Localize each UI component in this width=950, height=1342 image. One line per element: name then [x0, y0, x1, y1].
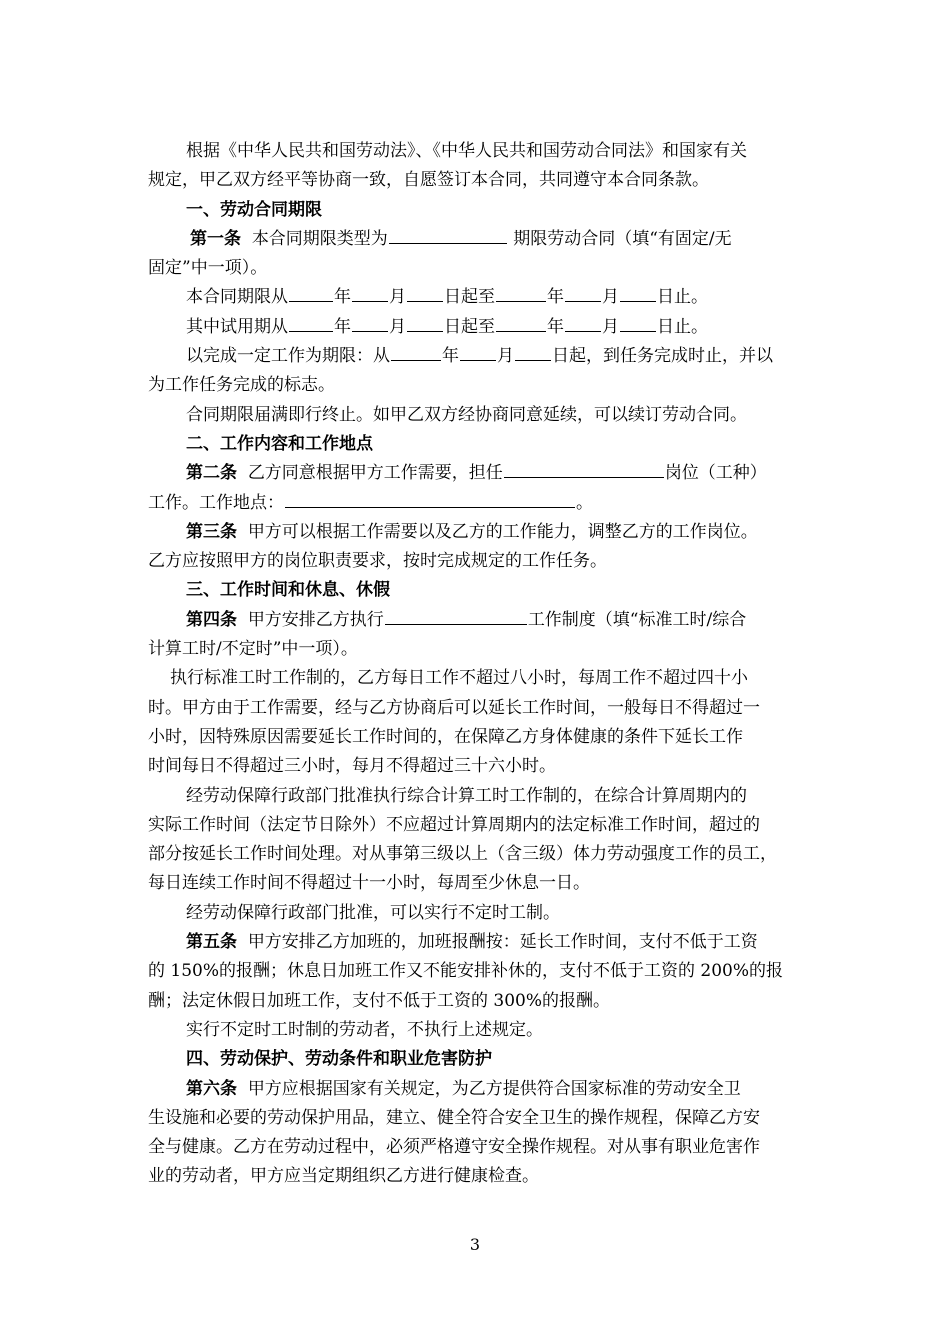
task-term-line-1: 以完成一定工作为期限：从 年 月 日起，到任务完成时止，并以	[186, 346, 773, 367]
section-3-heading: 三、工作时间和休息、休假	[186, 580, 390, 601]
article-1-line-2: 固定”中一项）。	[148, 258, 268, 279]
article-5-label: 第五条	[186, 932, 237, 953]
article-6-label: 第六条	[186, 1078, 237, 1099]
task-start-month-field[interactable]	[460, 344, 496, 361]
comprehensive-hours-line-2: 实际工作时间（法定节日除外）不应超过计算周期内的法定标准工作时间，超过的	[148, 814, 760, 835]
position-field[interactable]	[504, 461, 664, 478]
article-3-label: 第三条	[186, 521, 237, 542]
probation-start-year-field[interactable]	[289, 315, 333, 332]
article-2-label: 第二条	[186, 463, 237, 484]
flexible-hours-note: 实行不定时工时制的劳动者，不执行上述规定。	[186, 1019, 543, 1040]
term-line: 本合同期限从 年 月 日起至 年 月 日止。	[186, 287, 708, 308]
flexible-hours-clause: 经劳动保障行政部门批准，可以实行不定时工制。	[186, 902, 560, 923]
standard-hours-line-2: 时。甲方由于工作需要，经与乙方协商后可以延长工作时间，一般每日不得超过一	[148, 697, 760, 718]
probation-start-day-field[interactable]	[407, 315, 443, 332]
probation-start-month-field[interactable]	[352, 315, 388, 332]
contract-page	[148, 137, 838, 1192]
comprehensive-hours-line-3: 部分按延长工作时间处理。对从事第三级以上（含三级）体力劳动强度工作的员工，	[148, 844, 777, 865]
probation-end-month-field[interactable]	[565, 315, 601, 332]
article-1-line-1: 第一条 本合同期限类型为 期限劳动合同（填“有固定/无	[190, 228, 732, 249]
expiry-clause: 合同期限届满即行终止。如甲乙双方经协商同意延续，可以续订劳动合同。	[186, 404, 747, 425]
work-location-field[interactable]	[285, 491, 575, 508]
term-start-year-field[interactable]	[289, 285, 333, 302]
term-end-day-field[interactable]	[620, 285, 656, 302]
probation-end-year-field[interactable]	[496, 315, 546, 332]
article-3-line-1: 第三条 甲方可以根据工作需要以及乙方的工作能力，调整乙方的工作岗位。	[186, 521, 758, 542]
preamble-line-2: 规定，甲乙双方经平等协商一致，自愿签订本合同，共同遵守本合同条款。	[148, 170, 709, 191]
article-5-line-3: 酬；法定休假日加班工作，支付不低于工资的 300%的报酬。	[148, 990, 611, 1011]
article-6-line-3: 全与健康。乙方在劳动过程中，必须严格遵守安全操作规程。对从事有职业危害作	[148, 1137, 760, 1158]
probation-line: 其中试用期从 年 月 日起至 年 月 日止。	[186, 316, 708, 337]
work-schedule-field[interactable]	[385, 608, 527, 625]
standard-hours-line-1: 执行标准工时工作制的，乙方每日工作不超过八小时，每周工作不超过四十小	[170, 668, 748, 689]
article-6-line-1: 第六条 甲方应根据国家有关规定，为乙方提供符合国家标准的劳动安全卫	[186, 1078, 741, 1099]
task-term-line-2: 为工作任务完成的标志。	[148, 375, 335, 396]
article-2-line-2: 工作。工作地点： 。	[148, 492, 593, 513]
term-end-year-field[interactable]	[496, 285, 546, 302]
article-5-line-2: 的 150%的报酬；休息日加班工作又不能安排补休的，支付不低于工资的 200%的报	[148, 961, 784, 982]
article-4-line-2: 计算工时/不定时”中一项）。	[148, 639, 358, 660]
term-end-month-field[interactable]	[565, 285, 601, 302]
article-4-label: 第四条	[186, 609, 237, 630]
article-3-line-2: 乙方应按照甲方的岗位职责要求，按时完成规定的工作任务。	[148, 551, 607, 572]
term-start-month-field[interactable]	[352, 285, 388, 302]
task-start-day-field[interactable]	[515, 344, 551, 361]
standard-hours-line-4: 时间每日不得超过三小时，每月不得超过三十六小时。	[148, 756, 556, 777]
page-number: 3	[469, 1235, 481, 1254]
article-1-label: 第一条	[190, 228, 241, 249]
comprehensive-hours-line-1: 经劳动保障行政部门批准执行综合计算工时工作制的，在综合计算周期内的	[186, 785, 747, 806]
task-start-year-field[interactable]	[391, 344, 441, 361]
article-5-line-1: 第五条 甲方安排乙方加班的，加班报酬按：延长工作时间，支付不低于工资	[186, 932, 758, 953]
probation-end-day-field[interactable]	[620, 315, 656, 332]
preamble-line-1: 根据《中华人民共和国劳动法》、《中华人民共和国劳动合同法》和国家有关	[186, 141, 747, 161]
article-2-line-1: 第二条 乙方同意根据甲方工作需要，担任 岗位（工种）	[186, 463, 767, 484]
term-start-day-field[interactable]	[407, 285, 443, 302]
term-type-field[interactable]	[389, 227, 507, 244]
article-6-line-2: 生设施和必要的劳动保护用品，建立、健全符合安全卫生的操作规程，保障乙方安	[148, 1107, 760, 1128]
article-4-line-1: 第四条 甲方安排乙方执行 工作制度（填“标准工时/综合	[186, 609, 747, 630]
section-2-heading: 二、工作内容和工作地点	[186, 433, 373, 454]
comprehensive-hours-line-4: 每日连续工作时间不得超过十一小时，每周至少休息一日。	[148, 873, 590, 894]
standard-hours-line-3: 小时，因特殊原因需要延长工作时间的，在保障乙方身体健康的条件下延长工作	[148, 726, 743, 747]
section-4-heading: 四、劳动保护、劳动条件和职业危害防护	[186, 1049, 492, 1070]
article-6-line-4: 业的劳动者，甲方应当定期组织乙方进行健康检查。	[148, 1166, 539, 1187]
section-1-heading: 一、劳动合同期限	[186, 199, 322, 220]
